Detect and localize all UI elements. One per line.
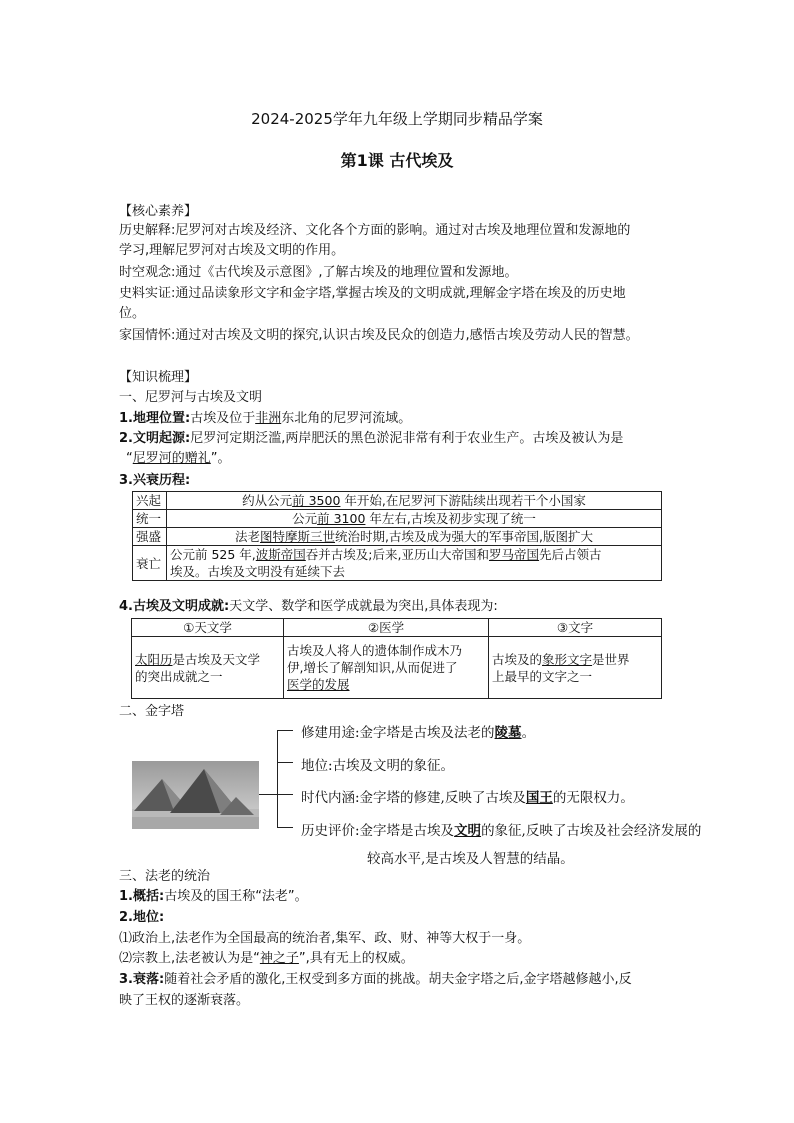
table-cell: 太阳历是古埃及天文学 的突出成就之一 [132,637,284,699]
table-row [132,637,662,699]
table-row [133,528,662,546]
pharaoh-decline: 3.衰落:随着社会矛盾的激化,王权受到多方面的挑战。胡夫金字塔之后,金字塔越修越小,反 [119,972,632,987]
lesson-title: 第1课 古代埃及 [340,151,454,170]
section-3-heading: 三、法老的统治 [119,869,211,884]
table-cell-key: 强盛 [133,528,167,546]
table-cell-key: 统一 [133,510,167,528]
table-cell: 古埃及的象形文字是世界 上最早的文字之一 [489,637,662,699]
origin-line: 2.文明起源:尼罗河定期泛滥,两岸肥沃的黑色淤泥非常有利于农业生产。古埃及被认为是 [119,431,624,446]
section-1-heading: 一、尼罗河与古埃及文明 [119,390,263,405]
table-header-row [132,619,662,637]
table-header: ①天文学 [132,619,284,637]
core-line-6: 家国情怀:通过对古埃及文明的探究,认识古埃及民众的创造力,感悟古埃及劳动人民的智慧。 [119,328,639,343]
underlined-term: 尼罗河的赠礼 [132,451,211,466]
underlined-term: 非洲 [255,411,282,426]
pyramid-evaluation: 历史评价:金字塔是古埃及文明的象征,反映了古埃及社会经济发展的 [301,823,702,839]
rise-label: 3.兴衰历程: [119,473,191,488]
section-2-heading: 二、金字塔 [119,704,185,719]
core-line-3: 时空观念:通过《古代埃及示意图》,了解古埃及的地理位置和发源地。 [119,265,518,280]
pharaoh-status-1: ⑴政治上,法老作为全国最高的统治者,集军、政、财、神等大权于一身。 [119,931,531,946]
table-row [133,546,662,581]
origin-label: 2.文明起源: [119,431,191,446]
core-line-2: 学习,理解尼罗河对古埃及文明的作用。 [119,243,345,258]
achievements-table [131,618,662,699]
geo-line: 1.地理位置:古埃及位于非洲东北角的尼罗河流域。 [119,411,412,426]
pyramid-evaluation-cont: 较高水平,是古埃及人智慧的结晶。 [367,851,574,867]
achievement-label: 4.古埃及文明成就: [119,599,230,614]
core-heading: 【核心素养】 [119,204,198,219]
table-cell: 法老图特摩斯三世统治时期,古埃及成为强大的军事帝国,版图扩大 [167,528,662,546]
connector-line [277,730,278,828]
pyramid-status: 地位:古埃及文明的象征。 [301,758,455,774]
table-cell: 约从公元前 3500 年开始,在尼罗河下游陆续出现若干个小国家 [167,492,662,510]
pharaoh-status-label: 2.地位: [119,910,165,925]
connector-line [277,827,293,828]
rise-fall-table [132,491,662,581]
connector-line [277,762,293,763]
core-line-5: 位。 [119,306,146,321]
table-cell: 古埃及人将人的遗体制作成木乃 伊,增长了解剖知识,从而促进了 医学的发展 [284,637,489,699]
document-title: 2024-2025学年九年级上学期同步精品学案 [251,110,543,128]
table-row [133,492,662,510]
table-header: ②医学 [284,619,489,637]
pyramid-purpose: 修建用途:金字塔是古埃及法老的陵墓。 [301,725,536,741]
core-line-4: 史料实证:通过品读象形文字和金字塔,掌握古埃及的文明成就,理解金字塔在埃及的历史地 [119,286,626,301]
connector-line [259,794,277,795]
table-cell: 公元前 525 年,波斯帝国吞并古埃及;后来,亚历山大帝国和罗马帝国先后占领古 埃及。古埃及文明没有延续下去 [167,546,662,581]
pharaoh-decline-cont: 映了王权的逐渐衰落。 [119,993,250,1008]
table-cell-key: 衰亡 [133,546,167,581]
pyramid-image [132,761,259,829]
connector-line [277,730,293,731]
connector-line [277,794,293,795]
table-cell: 公元前 3100 年左右,古埃及初步实现了统一 [167,510,662,528]
pharaoh-status-2: ⑵宗教上,法老被认为是“神之子”,具有无上的权威。 [119,951,414,966]
core-line-1: 历史解释:尼罗河对古埃及经济、文化各个方面的影响。通过对古埃及地理位置和发源地的 [119,223,631,238]
pyramid-meaning: 时代内涵:金字塔的修建,反映了古埃及国王的无限权力。 [301,790,634,806]
table-header: ③文字 [489,619,662,637]
knowledge-heading: 【知识梳理】 [119,370,198,385]
achievement-line: 4.古埃及文明成就:天文学、数学和医学成就最为突出,具体表现为: [119,599,498,614]
gift-line: “尼罗河的赠礼”。 [126,451,231,466]
table-row [133,510,662,528]
table-cell-key: 兴起 [133,492,167,510]
geo-label: 1.地理位置: [119,411,191,426]
pharaoh-summary: 1.概括:古埃及的国王称“法老”。 [119,889,308,904]
